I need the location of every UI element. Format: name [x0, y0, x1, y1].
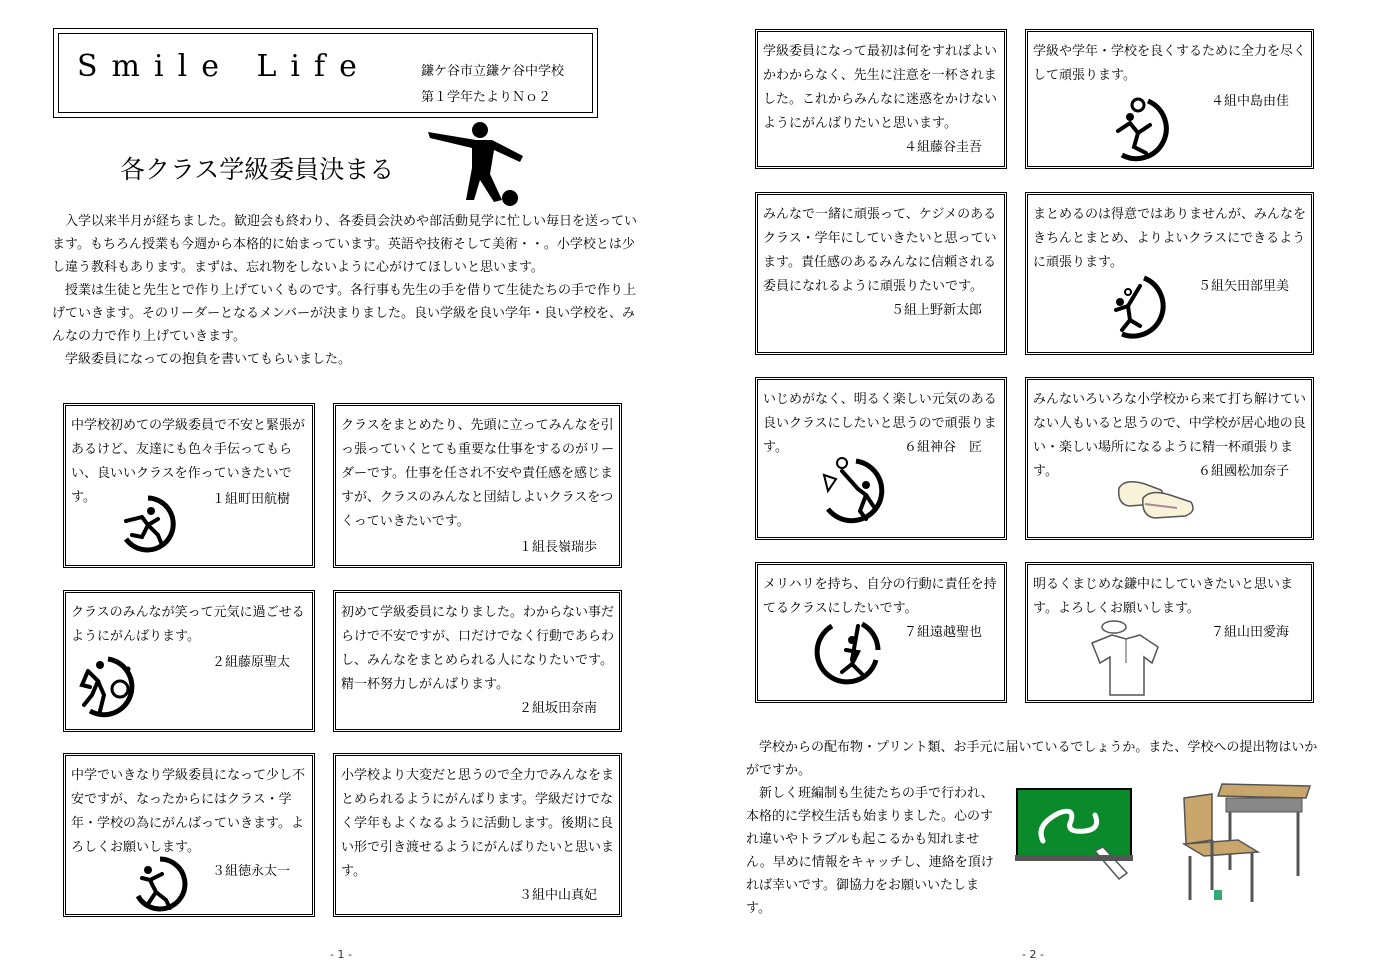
message-signature: ３組中山真妃 [518, 888, 597, 903]
message-box [333, 403, 622, 568]
issue-number: 第１学年たよりＮｏ２ [421, 90, 552, 105]
message-box [63, 403, 315, 568]
message-signature: ６組國松加奈子 [1197, 464, 1289, 479]
running-sport-icon [118, 495, 178, 553]
notice-section-2 [746, 782, 1001, 920]
message-text: 中学でいきなり学級委員になって少し不安ですが、なったからにはクラス・学年・学校の為にがんばっていきます。よろしくお願いします。 [71, 768, 306, 855]
table-tennis-icon [1108, 95, 1180, 165]
message-box [333, 590, 622, 732]
message-signature: ２組坂田奈南 [518, 701, 597, 716]
message-signature: ３組徳永太一 [211, 864, 290, 879]
newsletter-title-box [53, 28, 598, 118]
blackboard-icon [1015, 785, 1135, 895]
message-text: まとめるのは得意ではありませんが、みんなをきちんとまとめ、よりよいクラスにできるように頑張ります。 [1033, 207, 1307, 270]
notice-paragraph-1: 学校からの配布物・プリント類、お手元に届いているでしょうか。また、学校への提出物はいかがですか。 [746, 740, 1318, 778]
message-box [333, 753, 622, 917]
message-text: メリハリを持ち、自分の行動に責任を持てるクラスにしたいです。 [763, 577, 997, 616]
message-text: 中学校初めての学級委員で不安と緊張があるけど、友達にも色々手伝ってもらい、良いいクラスを作っていきたいです。 [71, 418, 306, 505]
handball-sport-icon [132, 856, 190, 912]
message-box [1025, 192, 1314, 355]
message-text: 小学校より大変だと思うので全力でみんなをまとめられるようにがんばります。学級だけでなく学年もよくなるように活動します。後期に良い形で引き渡せるようにがんばりたいと思います。 [341, 768, 615, 879]
message-text: みんないろいろな小学校から来て打ち解けていない人もいると思うので、中学校が居心地の良い・楽しい場所になるように精一杯頑張ります。 [1033, 392, 1307, 479]
school-name: 鎌ケ谷市立鎌ケ谷中学校 [421, 64, 565, 79]
indoor-shoes-icon [1115, 468, 1201, 522]
intro-paragraph-1: 入学以来半月が経ちました。歓迎会も終わり、各委員会決めや部活動見学に忙しい毎日を送っています。もちろん授業も今週から本格的に始まっています。英語や技術そして美術・・。小学校とは少し違う教科もあります。まずは、忘れ物をしないように心がけてほしいと思います。 [52, 214, 638, 275]
notice-paragraph-2: 新しく班編制も生徒たちの手で行われ、本格的に学校生活も始まりました。心のすれ違いやトラブルも起こるかも知れません。早めに情報をキャッチし、連絡を頂ければ幸いです。御協力をお願いいたします。 [746, 786, 994, 916]
message-signature: ４組中島由佳 [1210, 94, 1289, 109]
message-text: クラスをまとめたり、先頭に立ってみんなを引っ張っていくとても重要な仕事をするのがリーダーです。仕事を任され不安や責任感を感じますが、クラスのみんなと団結しよいクラスをつくっていきたいです。 [341, 418, 615, 529]
tennis-sport-icon [78, 655, 142, 721]
message-box [755, 29, 1007, 169]
message-signature: ７組遠越聖也 [903, 625, 982, 640]
message-text: 学級や学年・学校を良くするために全力を尽くして頑張ります。 [1033, 44, 1307, 83]
message-signature: １組町田航樹 [211, 492, 290, 507]
message-signature: ５組上野新太郎 [890, 303, 982, 318]
message-signature: ７組山田愛海 [1210, 625, 1289, 640]
message-text: 学級委員になって最初は何をすればよいかわからなく、先生に注意を一杯されました。これからみんなに迷惑をかけないようにがんばりたいと思います。 [763, 44, 998, 131]
page-number-left: - 1 - [330, 948, 352, 961]
gym-uniform-icon [1088, 617, 1164, 697]
school-desk-icon [1178, 780, 1314, 908]
message-signature: ６組神谷 匠 [903, 440, 982, 455]
softball-icon [812, 620, 884, 692]
intro-text [52, 210, 637, 371]
notice-section [746, 736, 1326, 782]
intro-paragraph-3: 学級委員になっての抱負を書いてもらいました。 [65, 352, 352, 367]
intro-paragraph-2: 授業は生徒と先生とで作り上げていくものです。各行事も先生の手を借りて生徒たちの手で作り上げていきます。そのリーダーとなるメンバーが決まりました。良い学級を良い学年・良い学校を、みんなの力で作り上げていきます。 [52, 283, 636, 344]
message-box [1025, 562, 1314, 703]
soccer-player-icon [428, 118, 528, 208]
school-info [421, 59, 564, 111]
message-text: 明るくまじめな鎌中にしていきたいと思います。よろしくお願いします。 [1033, 577, 1294, 616]
newsletter-title: Smile Life [77, 49, 371, 84]
message-signature: ４組藤谷圭吾 [903, 140, 982, 155]
message-text: クラスのみんなが笑って元気に過ごせるようにがんばります。 [71, 605, 305, 644]
volleyball-icon [1108, 272, 1168, 342]
message-box [755, 192, 1007, 355]
message-signature: ５組矢田部里美 [1197, 279, 1289, 294]
page-number-right: - 2 - [1022, 948, 1044, 961]
message-text: いじめがなく、明るく楽しい元気のある良いクラスにしたいと思うので頑張ります。 [763, 392, 997, 455]
message-signature: １組長嶺瑞歩 [518, 540, 597, 555]
message-signature: ２組藤原聖太 [211, 655, 290, 670]
message-text: みんなで一緒に頑張って、ケジメのあるクラス・学年にしていきたいと思っています。責任感のあるみんなに信頼される委員になれるように頑張りたいです。 [763, 207, 997, 294]
title-inner-frame [58, 33, 593, 113]
message-text: 初めて学級委員になりました。わからない事だらけで不安ですが、口だけでなく行動であらわし、みんなをまとめられる人になりたいです。精一杯努力しがんばります。 [341, 605, 615, 692]
basketball-icon [820, 455, 890, 531]
article-heading: 各クラス学級委員決まる [120, 155, 395, 184]
